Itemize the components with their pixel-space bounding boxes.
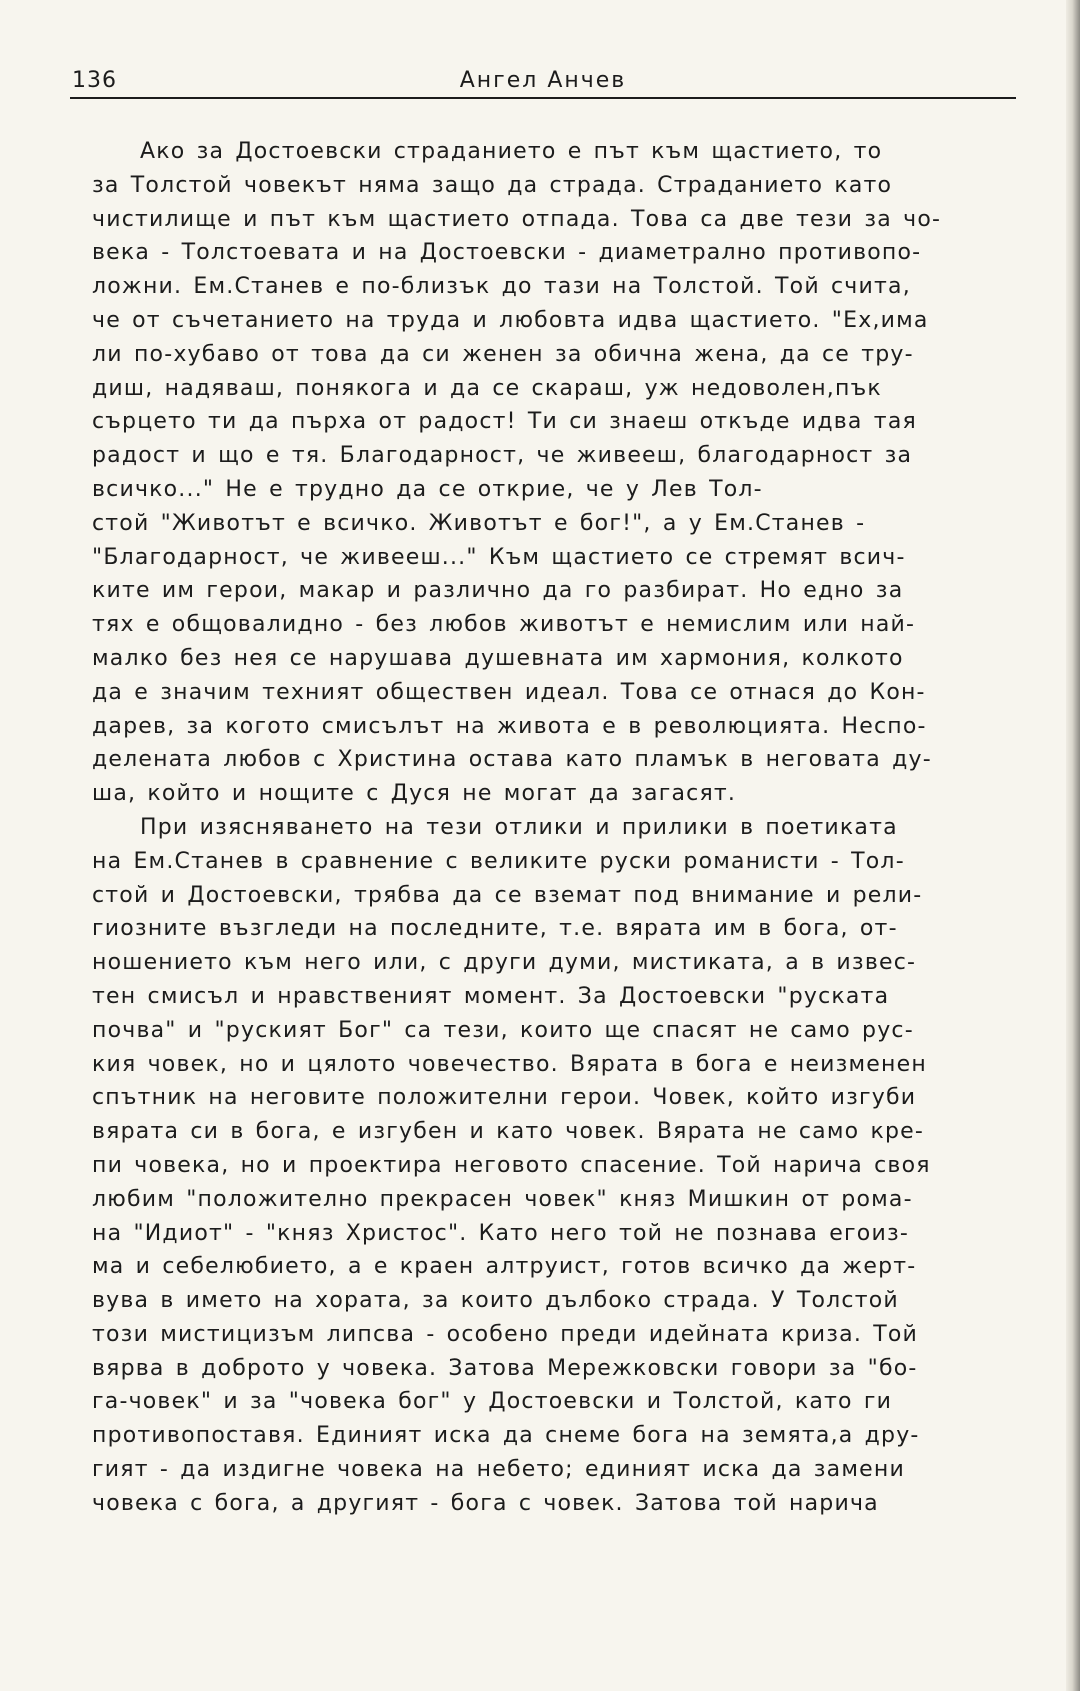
text-line: всичко..." Не е трудно да се открие, че у Лев Тол- (92, 476, 763, 502)
text-line: кия човек, но и цялото човечество. Вярата в бога е неизменен (92, 1051, 927, 1077)
text-line: дарев, за когото смисълът на живота е в революцията. Неспо- (92, 713, 927, 739)
text-line: Ако за Достоевски страданието е път към щастието, то (140, 139, 883, 164)
text-line: чистилище и път към щастието отпада. Това са две тези за чо- (92, 206, 942, 232)
running-head-author: Ангел Анчев (459, 68, 627, 93)
text-line: да е значим техният обществен идеал. Това се отнася до Кон- (92, 679, 926, 705)
text-line: човека с бога, а другият - бога с човек. Затова той нарича (92, 1490, 879, 1516)
text-line: ките им герои, макар и различно да го разбират. Но едно за (92, 578, 904, 604)
text-line: ложни. Ем.Станев е по-близък до тази на Толстой. Той счита, (92, 274, 911, 300)
text-line: противопоставя. Единият иска да снеме бога на земята,а дру- (92, 1423, 920, 1449)
text-line: на Ем.Станев в сравнение с великите руски романисти - Тол- (92, 848, 905, 874)
text-line: вярва в доброто у човека. Затова Мережковски говори за "бо- (92, 1355, 918, 1381)
text-line: за Толстой човекът няма защо да страда. Страданието като (92, 172, 893, 198)
text-line: пи човека, но и проектира неговото спасение. Той нарича своя (92, 1152, 931, 1178)
text-line: сърцето ти да пърха от радост! Ти си знаеш откъде идва тая (92, 409, 917, 435)
text-line: любим "положително прекрасен човек" княз Мишкин от рома- (92, 1186, 913, 1212)
page-edge-shadow (1066, 0, 1080, 1691)
text-line: При изясняването на тези отлики и прилики в поетиката (140, 814, 898, 840)
text-line: стой и Достоевски, трябва да се вземат под внимание и рели- (92, 882, 923, 908)
text-line: делената любов с Христина остава като пламък в неговата ду- (92, 747, 932, 773)
text-line: "Благодарност, че живееш..." Към щастието се стремят всич- (92, 544, 906, 570)
text-line: че от съчетанието на труда и любовта идва щастието. "Ех,има (92, 307, 929, 333)
text-line: почва" и "руският Бог" са тези, които ще спасят не само рус- (92, 1017, 914, 1043)
page-number: 136 (72, 68, 117, 93)
text-line: века - Толстоевата и на Достоевски - диаметрално противопо- (92, 240, 922, 266)
page-header (70, 64, 1016, 98)
body-text (92, 135, 1030, 1521)
text-line: ма и себелюбието, а е краен алтруист, готов всичко да жерт- (92, 1254, 917, 1280)
text-line: този мистицизъм липсва - особено преди идейната криза. Той (92, 1321, 919, 1347)
text-line: малко без нея се нарушава душевната им хармония, колкото (92, 645, 904, 671)
text-line: диш, надяваш, понякога и да се скараш, уж недоволен,пък (92, 375, 882, 401)
text-line: ношението към него или, с други думи, мистиката, а в извес- (92, 950, 917, 976)
text-line: вярата си в бога, е изгубен и като човек. Вярата не само кре- (92, 1119, 925, 1145)
text-line: на "Идиот" - "княз Христос". Като него той не познава егоиз- (92, 1220, 909, 1246)
text-line: гият - да издигне човека на небето; единият иска да замени (92, 1457, 905, 1483)
text-line: га-човек" и за "човека бог" у Достоевски и Толстой, като ги (92, 1389, 893, 1415)
text-line: ли по-хубаво от това да си женен за обична жена, да се тру- (92, 341, 914, 367)
text-line: спътник на неговите положителни герои. Човек, който изгуби (92, 1085, 917, 1111)
text-line: радост и що е тя. Благодарност, че живееш, благодарност за (92, 443, 913, 469)
text-line: тен смисъл и нравственият момент. За Достоевски "руската (92, 983, 890, 1009)
text-line: вува в името на хората, за които дълбоко страда. У Толстой (92, 1288, 899, 1314)
text-line: тях е общовалидно - без любов животът е немислим или най- (92, 612, 916, 638)
text-line: стой "Животът е всичко. Животът е бог!", а у Ем.Станев - (92, 510, 866, 536)
header-rule (70, 97, 1016, 99)
text-line: ша, който и нощите с Дуся не могат да загасят. (92, 781, 737, 807)
text-line: гиозните възгледи на последните, т.е. вярата им в бога, от- (92, 916, 898, 942)
